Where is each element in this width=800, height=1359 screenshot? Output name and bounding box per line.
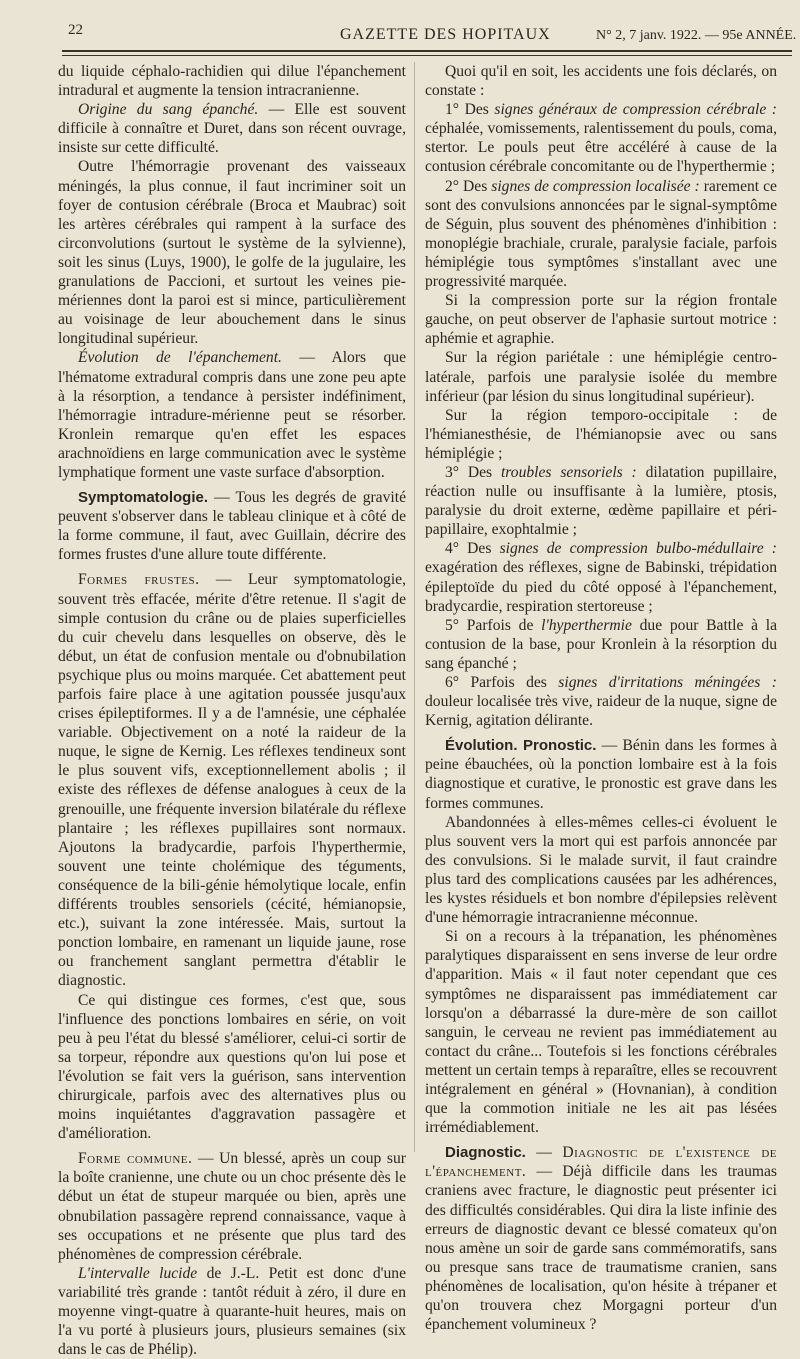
right-column xyxy=(425,62,777,1334)
body-text: — Bénin dans les formes à peine ébauchées, où la ponction lombaire est à la fois diagnostique et curative, le pronostic est grave dans les formes communes. xyxy=(425,737,777,812)
body-text: exagération des réflexes, signe de Babinski, trépidation épileptoïde du pied du côté opposé à l'épanchement, bradycardie, respiration stertoreuse ; xyxy=(425,559,777,615)
body-text: rarement ce sont des convulsions annoncées par le signal-symptôme de Séguin, plus souvent des phénomènes d'inhibition : monoplégie brachiale, crurale, paralysie faciale, parfois hémiplégie tous symptômes s'installant avec une progressivité marquée. xyxy=(425,177,777,291)
body-text: — Elle est souvent difficile à connaître et Duret, dans son récent ouvrage, insiste sur cette difficulté. xyxy=(58,101,406,157)
emphasis-text: l'hyperthermie xyxy=(541,616,632,634)
paragraph xyxy=(425,736,777,812)
emphasis-text: L'intervalle lucide xyxy=(78,1264,198,1282)
body-text: — Déjà difficile dans les traumas craniens avec fracture, le diagnostic peut présenter ici des difficultés considérables. Qui dira la liste infinie des erreurs de diagnostic devant ce blessé comateux qu'on nous amène un soir de garde sans commémoratifs, sans ou presque sans trace de traumatisme cranien, sans phénomènes de localisation, qu'on hésite à trépaner et qu'on trouvera chez Morgagni porteur d'un épanchement volumineux ? xyxy=(425,1163,777,1334)
paragraph xyxy=(425,348,777,405)
paragraph xyxy=(58,991,406,1144)
paragraph xyxy=(425,62,777,100)
header-rule xyxy=(62,50,792,52)
paragraph xyxy=(425,673,777,730)
emphasis-text: Symptomatologie. xyxy=(78,489,209,507)
emphasis-text: signes de compression localisée : xyxy=(491,177,700,195)
paragraph xyxy=(58,62,406,100)
emphasis-text: Diagnostic de l'existence de l'épanchement. xyxy=(425,1144,777,1181)
paragraph xyxy=(58,100,406,157)
paragraph xyxy=(425,177,777,292)
emphasis-text: signes d'irritations méningées : xyxy=(558,674,777,691)
emphasis-text: Forme commune. xyxy=(78,1150,193,1168)
left-column xyxy=(58,62,406,1359)
body-text: — Alors que l'hématome extradural compris dans une zone peu apte à la résorption, a tendance à persister indéfiniment, l'hémorragie intradure-mérienne peut se résorber. Kronlein remarque qu'en effet les espaces arachnoïdiens en large communication avec le système lymphatique forment une vaste surface d'absorption. xyxy=(58,349,406,481)
body-text: 1° Des xyxy=(445,101,495,119)
body-text: 6° Parfois des xyxy=(445,674,559,691)
column-divider xyxy=(414,62,415,1152)
paragraph xyxy=(425,100,777,176)
body-text: — Un blessé, après un coup sur la boîte cranienne, une chute ou un choc présente dès le début un état de stupeur marquée ou bien, après une obnubilation passagère reprend connaissance, vaque à ses occupations et ne présente que plus tard des phénomènes de compression cérébrale. xyxy=(58,1150,406,1263)
emphasis-text: signes généraux de compression cérébrale : xyxy=(494,101,777,119)
paragraph xyxy=(425,291,777,348)
paragraph xyxy=(425,927,777,1137)
paragraph xyxy=(58,1264,406,1359)
body-text: Quoi qu'il en soit, les accidents une fois déclarés, on constate : xyxy=(425,63,777,100)
body-text: Sur la région pariétale : une hémiplégie centro-latérale, parfois une paralysie isolée du membre inférieur (par lésion du sinus longitudinal supérieur). xyxy=(425,349,777,405)
page-number: 22 xyxy=(68,22,83,38)
paragraph xyxy=(425,539,777,615)
body-text: due pour Battle à la contusion de la base, pour Kronlein à la résorption du sang épanché ; xyxy=(425,616,778,672)
emphasis-text: troubles sensoriels : xyxy=(500,463,637,481)
emphasis-text: Évolution. Pronostic. xyxy=(445,737,597,755)
emphasis-text: Origine du sang épanché. xyxy=(78,101,259,119)
paragraph xyxy=(425,616,777,673)
paragraph xyxy=(58,488,406,564)
body-text: 3° Des xyxy=(445,463,501,481)
paragraph xyxy=(425,813,777,928)
paragraph xyxy=(58,570,406,990)
body-text: dilatation pupillaire, réaction nulle ou insuffisante à la lumière, ptosis, paralysie du droit externe, œdème papillaire et péri-papillaire, exophtalmie ; xyxy=(425,463,777,539)
page-header xyxy=(0,0,800,60)
paragraph xyxy=(58,157,406,348)
paragraph xyxy=(58,1149,406,1264)
paragraph xyxy=(425,406,777,463)
body-text: 2° Des xyxy=(445,177,492,195)
body-text: de J.-L. Petit est donc d'une variabilité très grande : tantôt réduit à zéro, il dure en moyenne vingt-quatre à quarante-huit heures, mais on l'a vu porté à plusieurs jours, plusieurs semaines (six dans le cas de Phélip). xyxy=(58,1264,406,1359)
body-text: du liquide céphalo-rachidien qui dilue l'épanchement intradural et augmente la tension intracranienne. xyxy=(58,63,406,100)
paragraph xyxy=(58,348,406,482)
emphasis-text: Formes frustes. xyxy=(78,571,200,589)
journal-title: GAZETTE DES HOPITAUX xyxy=(340,26,551,43)
body-text: 5° Parfois de xyxy=(445,616,542,634)
paragraph xyxy=(425,463,777,539)
body-text: Outre l'hémorragie provenant des vaisseaux méningés, la plus connue, il faut incriminer soit un foyer de contusion cérébrale (Broca et Maubrac) soit les artères cérébrales qui rampent à la surface des circonvolutions (surtout le système de la sylvienne), soit les sinus (Luys, 1900), le golfe de la jugulaire, les granulations de Paccioni, et surtout les veines pie-mériennes dont la paroi est si mince, particulièrement au voisinage de leur abouchement dans le sinus longitudinal supérieur. xyxy=(58,158,406,348)
body-text: Sur la région temporo-occipitale : de l'hémianesthésie, de l'hémianopsie avec ou sans hémiplégie ; xyxy=(425,406,777,462)
header-rule-thin xyxy=(62,55,792,56)
issue-line: N° 2, 7 janv. 1922. — 95e ANNÉE. xyxy=(596,28,797,43)
body-text: — Tous les degrés de gravité peuvent s'observer dans le tableau clinique et à côté de la forme commune, il faut, avec Guillain, décrire des formes frustes d'une allure toute différente. xyxy=(58,489,406,564)
body-text: Ce qui distingue ces formes, c'est que, sous l'influence des ponctions lombaires en série, on voit peu à peu l'état du blessé s'améliorer, celui-ci sortir de sa torpeur, répondre aux questions qu'on lui pose et l'évolution se fait vers la guérison, sans intervention chirurgicale, parfois avec des alternatives plus ou moins inquiétantes d'aggravation passagère et d'amélioration. xyxy=(58,991,406,1143)
body-text: Si la compression porte sur la région frontale gauche, on peut observer de l'aphasie surtout motrice : aphémie et agraphie. xyxy=(425,292,777,348)
paragraph xyxy=(425,1143,777,1334)
body-text: Si on a recours à la trépanation, les phénomènes paralytiques disparaissent en sens inverse de leur ordre d'apparition. Mais « il faut noter cependant que ces symptômes ne disparaissent pas immédiatement car lorsqu'on a débarrassé la dure-mère de son caillot sanguin, le cerveau ne revient pas immédiatement au contact du crâne... Toutefois si les fonctions cérébrales mettent un certain temps à reparaître, elles se recouvrent intégralement en général » (Hovnanian), à condition que la commotion initiale ne les ait pas lésées irrémédiablement. xyxy=(425,928,777,1137)
body-text: — xyxy=(525,1144,563,1162)
emphasis-text: signes de compression bulbo-médullaire : xyxy=(499,540,777,558)
emphasis-text: Évolution de l'épanchement. xyxy=(78,349,282,367)
body-text: Abandonnées à elles-mêmes celles-ci évoluent le plus souvent vers la mort qui est parfois annoncée par des convulsions. Si le malade survit, il faut craindre plus tard des complications causées par les adhérences, les kystes résiduels et bon nombre d'épilepsies relèvent d'une hémorragie intracranienne méconnue. xyxy=(425,813,777,927)
body-text: douleur localisée très vive, raideur de la nuque, signe de Kernig, agitation délirante. xyxy=(425,693,777,730)
body-text: 4° Des xyxy=(445,540,500,558)
emphasis-text: Diagnostic. xyxy=(445,1144,526,1162)
body-text: — Leur symptomatologie, souvent très effacée, mérite d'être retenue. Il s'agit de simple contusion du crâne ou de plaies superficielles du cuir chevelu dans lesquelles on observe, dès le début, un état de confusion mentale ou d'obnubilation psychique plus ou moins marquée. Cet abattement peut parfois faire place à une agitation poussée jusqu'aux crises épileptiformes. Il y a de l'amnésie, une céphalée variable. Objectivement on a noté la raideur de la nuque, le signe de Kernig. Les réflexes tendineux sont le plus souvent vifs, exceptionnellement abolis ; il existe des réflexes de défense analogues à ceux de la grenouille, une fréquente inversion bilatérale du réflexe plantaire ; les réflexes pupillaires sont normaux. Ajoutons la bradycardie, parfois l'hyperthermie, souvent une teinte cholémique des téguments, conséquence de la bili-génie hémolytique locale, enfin différents troubles sensoriels (cécité, hémianopsie, etc.), suivant la zone intéressée. Mais, surtout la ponction lombaire, en ramenant un liquide jaune, rose ou franchement sanglant permettra d'établir le diagnostic. xyxy=(58,571,406,990)
body-text: céphalée, vomissements, ralentissement du pouls, coma, stertor. Le pouls peut être accéléré à cause de la contusion cérébrale concomitante ou de l'hyperthermie ; xyxy=(425,120,777,176)
